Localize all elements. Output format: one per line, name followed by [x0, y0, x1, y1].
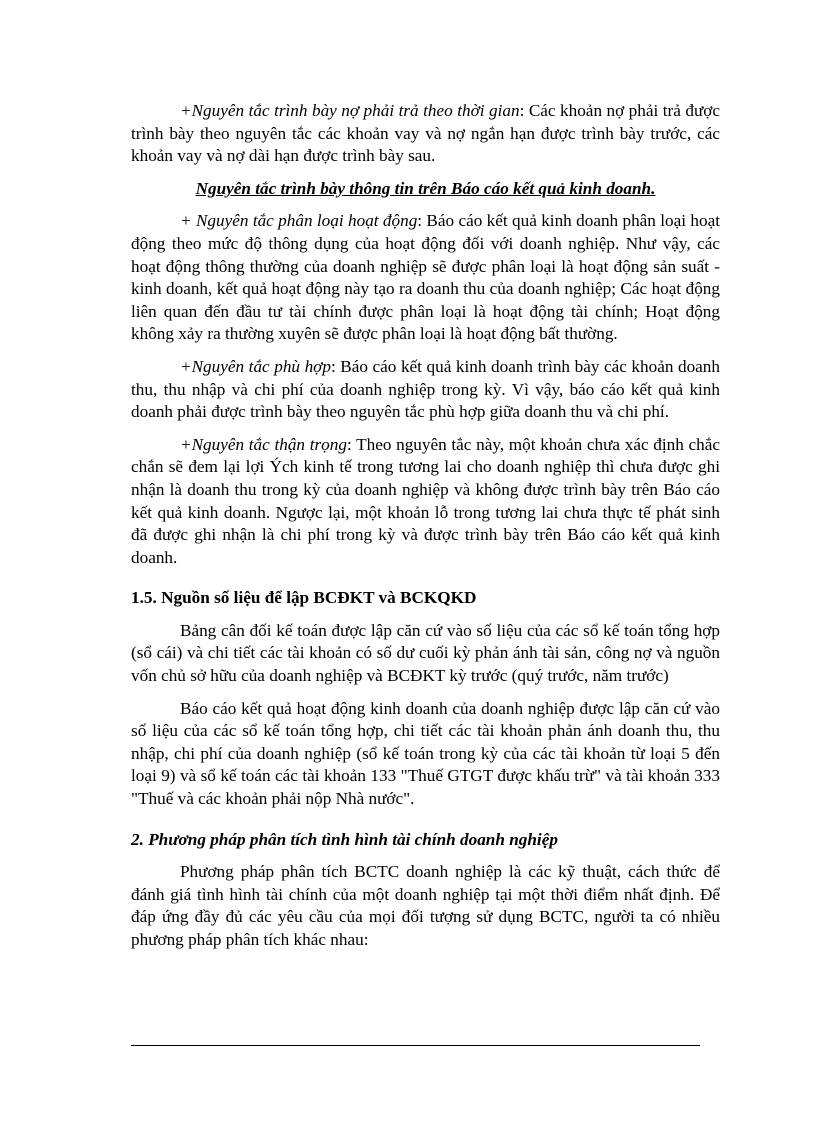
principle-label: +Nguyên tắc phù hợp	[180, 356, 331, 376]
paragraph-matching-principle	[131, 356, 720, 424]
paragraph-analysis-methods: Phương pháp phân tích BCTC doanh nghiệp là các kỹ thuật, cách thức để đánh giá tình hình tài chính của một doanh nghiệp tại một thời điểm nhất định. Để đáp ứng đầy đủ các yêu cầu của mọi đối tượng sử dụng BCTC, người ta có nhiều phương pháp phân tích khác nhau:	[131, 862, 720, 949]
principle-label: + Nguyên tắc phân loại hoạt động	[180, 211, 418, 231]
principle-label: +Nguyên tắc trình bày nợ phải trả theo thời gian	[180, 101, 520, 120]
section-heading-analysis-methods: 2. Phương pháp phân tích tình hình tài chính doanh nghiệp	[131, 829, 558, 849]
section-heading-data-sources: 1.5. Nguồn số liệu để lập BCĐKT và BCKQKD	[131, 588, 477, 608]
paragraph-activity-classification	[131, 210, 720, 346]
paragraph-text: : Báo cáo kết quả kinh doanh phân loại hoạt động theo mức độ thông dụng của hoạt động đối với doanh nghiệp. Như vậy, các hoạt động thông thường của doanh nghiệp sẽ được phân loại là hoạt động sản suất - kinh doanh, kết quả hoạt động này tạo ra doanh thu của doanh nghiệp; Các hoạt động liên quan đến đầu tư tài chính được phân loại là hoạt động tài chính; Hoạt động không xảy ra thường xuyên sẽ được phân loại là hoạt động bất thường.	[131, 211, 720, 344]
paragraph-text: : Theo nguyên tắc này, một khoản chưa xác định chắc chắn sẽ đem lại lợi Ých kinh tế trong tương lai cho doanh nghiệp thì chưa được ghi nhận là doanh thu trong kỳ của doanh nghiệp và không được trình bày trên Báo cáo kết quả kinh doanh. Ngược lại, một khoản lỗ trong tương lai chưa thực tế phát sinh đã được ghi nhận là chi phí trong kỳ và được trình bày trên Báo cáo kết quả kinh doanh.	[131, 434, 720, 567]
section-heading-income-statement: Nguyên tắc trình bày thông tin trên Báo cáo kết quả kinh doanh.	[195, 178, 656, 198]
paragraph-prudence-principle	[131, 434, 720, 570]
paragraph-income-statement-sources: Báo cáo kết quả hoạt động kinh doanh của doanh nghiệp được lập căn cứ vào số liệu của các sổ kế toán tổng hợp, chi tiết các tài khoản phản ánh doanh thu, thu nhập, chi phí của doanh nghiệp (sổ kế toán trong kỳ của các tài khoản từ loại 5 đến loại 9) và sổ kế toán các tài khoản 133 "Thuế GTGT được khấu trừ" và tài khoản 333 "Thuế và các khoản phải nộp Nhà nước".	[131, 698, 720, 809]
footer-divider	[131, 1045, 700, 1046]
paragraph-liability-presentation	[131, 100, 720, 168]
paragraph-balance-sheet-sources: Bảng cân đối kế toán được lập căn cứ vào số liệu của các sổ kế toán tổng hợp (sổ cái) và chi tiết các tài khoản có số dư cuối kỳ phản ánh tài sản, công nợ và nguồn vốn chủ sở hữu của doanh nghiệp và BCĐKT kỳ trước (quý trước, năm trước)	[131, 620, 720, 686]
paragraph-text: : Các khoản nợ phải trả được trình bày theo nguyên tắc các khoản vay và nợ ngắn hạn được trình bày trước, các khoản vay và nợ dài hạn được trình bày sau.	[131, 101, 721, 166]
principle-label: +Nguyên tắc thận trọng	[180, 434, 347, 454]
paragraph-text: : Báo cáo kết quả kinh doanh trình bày các khoản doanh thu, thu nhập và chi phí của doanh nghiệp trong kỳ. Vì vậy, báo cáo kết quả kinh doanh phải được trình bày theo nguyên tắc phù hợp giữa doanh thu và chi phí.	[131, 356, 720, 422]
